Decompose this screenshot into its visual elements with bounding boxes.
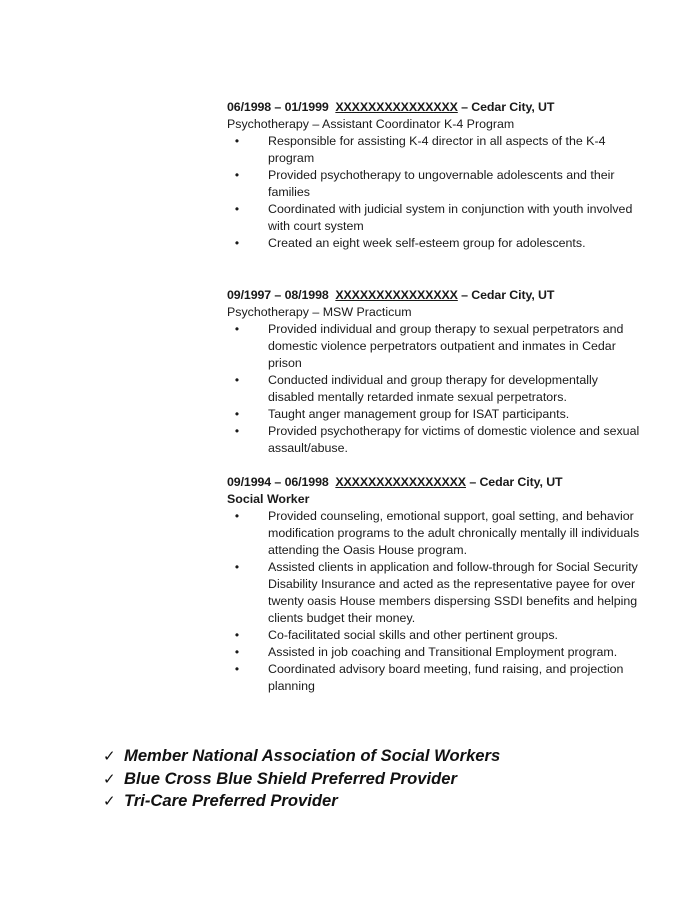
duty-text: Conducted individual and group therapy for developmentally disabled mentally retarded inmate sexual perpetrators. <box>268 373 598 404</box>
duty-text: Assisted in job coaching and Transitional Employment program. <box>268 645 618 659</box>
membership-text: Member National Association of Social Workers <box>124 746 501 765</box>
duty-item <box>227 644 647 661</box>
duty-item <box>227 167 647 201</box>
duty-item <box>227 321 647 372</box>
membership-item <box>103 790 663 813</box>
membership-text: Tri-Care Preferred Provider <box>124 791 338 810</box>
job-location: – Cedar City, UT <box>457 100 555 114</box>
bullet-icon: • <box>234 662 240 676</box>
checkmark-icon: ✓ <box>103 769 116 788</box>
job-title: Psychotherapy – Assistant Coordinator K-4 Program <box>227 117 515 131</box>
job-title: Psychotherapy – MSW Practicum <box>227 305 412 319</box>
bullet-icon: • <box>234 373 240 387</box>
duty-text: Coordinated advisory board meeting, fund raising, and projection planning <box>268 662 624 693</box>
memberships-list <box>103 745 663 813</box>
duty-item <box>227 201 647 235</box>
job-dates: 09/1994 – 06/1998 <box>227 475 329 489</box>
job-heading <box>227 474 647 491</box>
job-entry-2 <box>227 287 647 457</box>
checkmark-icon: ✓ <box>103 792 116 810</box>
duties-list <box>227 321 647 457</box>
job-employer: XXXXXXXXXXXXXXX <box>335 288 458 302</box>
bullet-icon: • <box>234 236 240 250</box>
duties-list <box>227 508 647 695</box>
duty-item <box>227 133 647 167</box>
duty-text: Taught anger management group for ISAT participants. <box>268 407 570 421</box>
job-title: Social Worker <box>227 492 310 506</box>
duty-text: Created an eight week self-esteem group for adolescents. <box>268 236 586 250</box>
duty-item <box>227 661 647 695</box>
bullet-icon: • <box>234 322 240 336</box>
duty-text: Provided counseling, emotional support, goal setting, and behavior modification programs to the adult chronically mentally ill individuals attending the Oasis House program. <box>268 509 640 557</box>
duty-item <box>227 372 647 406</box>
job-dates: 06/1998 – 01/1999 <box>227 100 329 114</box>
checkmark-icon: ✓ <box>103 747 116 765</box>
job-employer: XXXXXXXXXXXXXXX <box>335 100 458 114</box>
bullet-icon: • <box>234 134 240 148</box>
duty-text: Responsible for assisting K-4 director in all aspects of the K-4 program <box>268 134 606 165</box>
bullet-icon: • <box>234 560 240 574</box>
duty-item <box>227 627 647 644</box>
bullet-icon: • <box>234 628 240 642</box>
duties-list <box>227 133 647 252</box>
job-employer: XXXXXXXXXXXXXXXX <box>335 475 466 489</box>
bullet-icon: • <box>234 645 240 659</box>
bullet-icon: • <box>234 168 240 182</box>
membership-item <box>103 768 663 791</box>
duty-item <box>227 406 647 423</box>
duty-text: Provided psychotherapy for victims of domestic violence and sexual assault/abuse. <box>268 424 640 455</box>
job-location: – Cedar City, UT <box>457 288 555 302</box>
membership-item <box>103 745 663 768</box>
bullet-icon: • <box>234 407 240 421</box>
job-heading <box>227 99 647 116</box>
job-entry-1 <box>227 99 647 252</box>
duty-text: Provided psychotherapy to ungovernable adolescents and their families <box>268 168 615 199</box>
bullet-icon: • <box>234 509 240 523</box>
duty-item <box>227 235 647 252</box>
job-location: – Cedar City, UT <box>465 475 563 489</box>
job-dates: 09/1997 – 08/1998 <box>227 288 329 302</box>
job-entry-3 <box>227 474 647 695</box>
duty-text: Assisted clients in application and follow-through for Social Security Disability Insurance and acted as the representative payee for over twenty oasis House members dispersing SSDI benefits and helping clients budget their money. <box>268 560 638 625</box>
membership-text: Blue Cross Blue Shield Preferred Provider <box>124 768 457 788</box>
duty-text: Coordinated with judicial system in conjunction with youth involved with court system <box>268 202 633 233</box>
job-heading <box>227 287 647 304</box>
duty-item <box>227 423 647 457</box>
bullet-icon: • <box>234 202 240 216</box>
duty-text: Provided individual and group therapy to sexual perpetrators and domestic violence perpetrators outpatient and inmates in Cedar prison <box>268 322 624 370</box>
duty-item <box>227 559 647 627</box>
bullet-icon: • <box>234 424 240 438</box>
duty-text: Co-facilitated social skills and other pertinent groups. <box>268 628 558 642</box>
duty-item <box>227 508 647 559</box>
